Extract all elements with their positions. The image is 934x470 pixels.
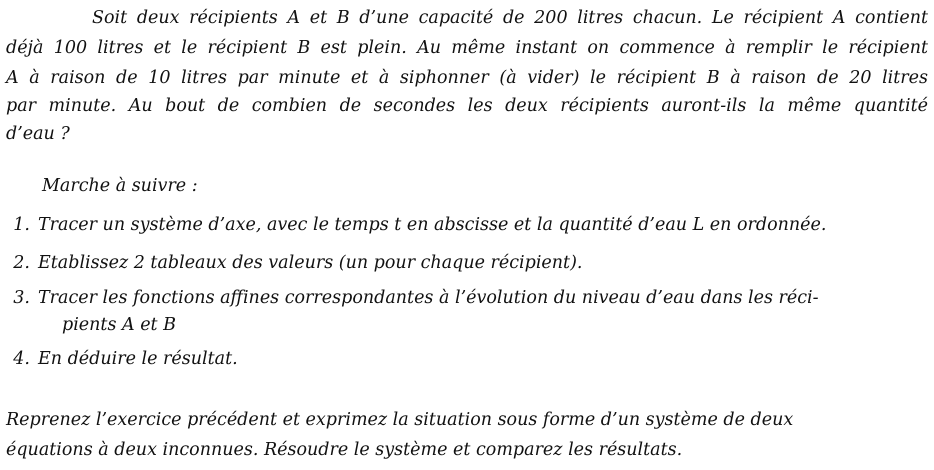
- list-item-continuation: pients A et B: [62, 315, 177, 335]
- followup-line-2: équations à deux inconnues. Résoudre le système et comparez les résultats.: [6, 440, 683, 460]
- list-item-number: 3.: [13, 288, 30, 308]
- steps-heading: Marche à suivre :: [42, 176, 198, 196]
- list-item-text: Tracer un système d’axe, avec le temps t en abscisse et la quantité d’eau L en ordonnée.: [38, 215, 827, 235]
- list-item-text: En déduire le résultat.: [38, 349, 238, 369]
- problem-line-1: Soit deux récipients A et B d’une capacité de 200 litres chacun. Le récipient A contient: [92, 8, 928, 28]
- problem-line-2: déjà 100 litres et le récipient B est plein. Au même instant on commence à remplir le récipient: [6, 38, 928, 58]
- list-item: [0, 213, 928, 237]
- list-item-text: Etablissez 2 tableaux des valeurs (un pour chaque récipient).: [38, 253, 583, 273]
- followup-line-1: Reprenez l’exercice précédent et exprimez la situation sous forme d’un système de deux: [6, 410, 794, 430]
- list-item-number: 4.: [13, 349, 30, 369]
- list-item: [0, 347, 928, 371]
- problem-line-5: d’eau ?: [6, 124, 70, 144]
- problem-line-3: A à raison de 10 litres par minute et à siphonner (à vider) le récipient B à raison de 20 litres: [6, 68, 928, 88]
- list-item: [0, 286, 928, 310]
- list-item-text: Tracer les fonctions affines correspondantes à l’évolution du niveau d’eau dans les réci-: [38, 288, 819, 308]
- list-item: [0, 251, 928, 275]
- list-item-number: 1.: [13, 215, 30, 235]
- problem-line-4: par minute. Au bout de combien de secondes les deux récipients auront-ils la même quantité: [6, 96, 928, 116]
- list-item-number: 2.: [13, 253, 30, 273]
